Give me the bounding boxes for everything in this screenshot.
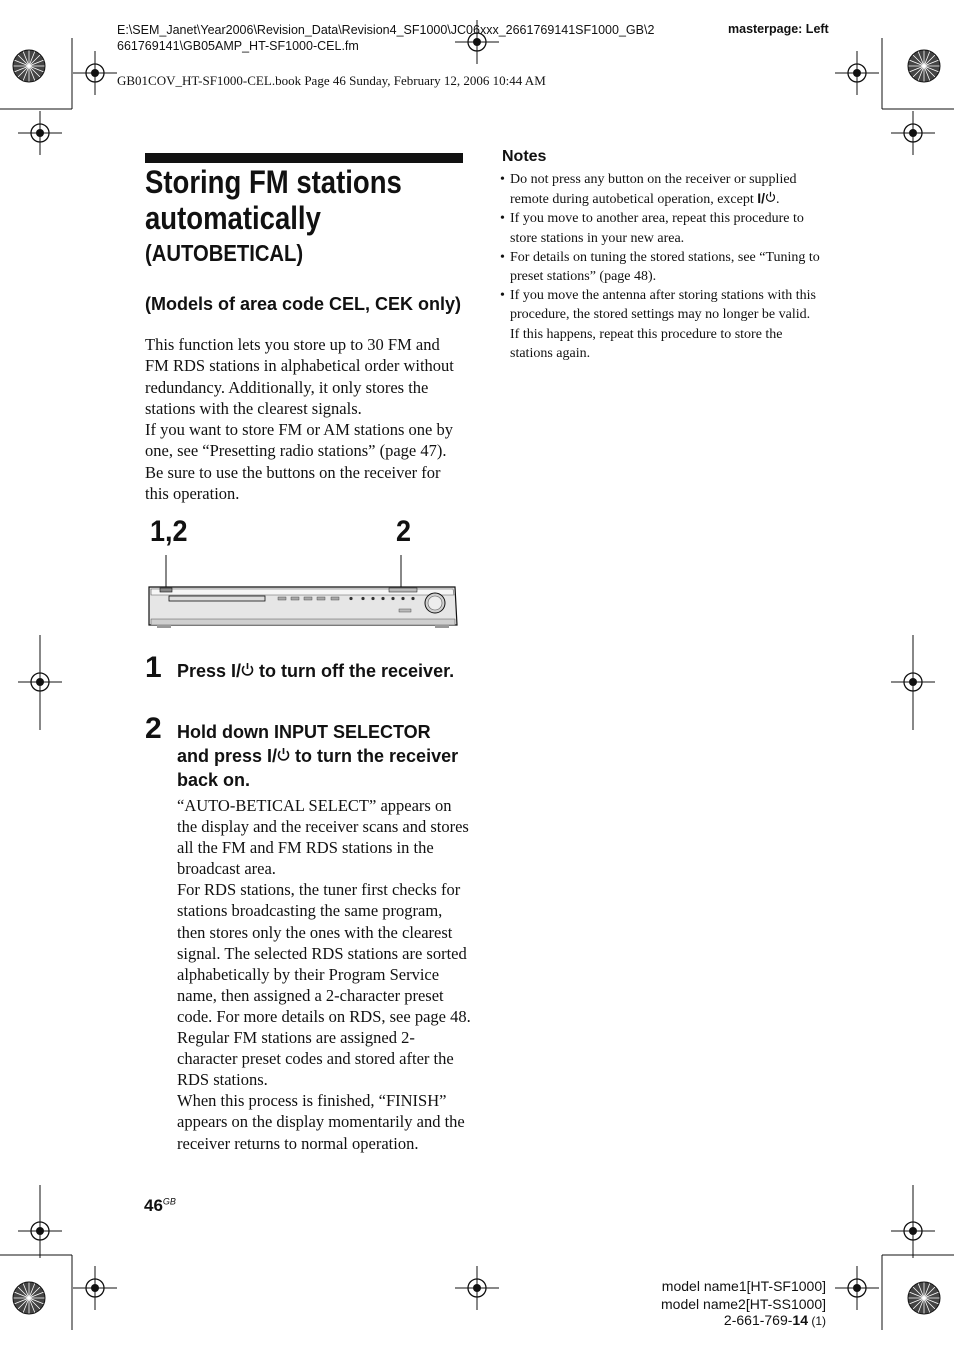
crosshair-icon — [891, 111, 935, 155]
crosshair-icon — [891, 1209, 935, 1253]
document-code-bold: 14 — [792, 1312, 808, 1328]
page-number-suffix: GB — [162, 1196, 176, 1207]
callout-label-right: 2 — [396, 515, 412, 548]
registration-mark-icon — [13, 50, 45, 82]
step-text-part: Press I/ — [177, 661, 242, 681]
power-symbol-icon — [277, 747, 290, 762]
registration-mark-icon — [13, 1282, 45, 1314]
note-item: • If you move to another area, repeat this procedure to store stations in your new area. — [502, 209, 822, 247]
step-body-paragraph: Regular FM stations are assigned 2-character preset codes and stored after the RDS stations. — [177, 1028, 454, 1090]
note-item: • If you move the antenna after storing stations with this procedure, the stored settings may no longer be valid. If this happens, repeat this procedure to store the stations again. — [502, 286, 822, 363]
step-body-paragraph: When this process is finished, “FINISH” appears on the display momentarily and the receiver returns to normal operation. — [177, 1091, 465, 1153]
crosshair-icon — [835, 51, 879, 95]
intro-paragraph: If you want to store FM or AM stations one by one, see “Presetting radio stations” (page 47). — [145, 420, 453, 461]
crosshair-icon — [18, 111, 62, 155]
step-1-text — [177, 659, 467, 683]
step-text-part: Hold down INPUT SELECTOR and press I/ — [177, 722, 431, 766]
masterpage-label: masterpage: Left — [728, 22, 829, 36]
note-item — [502, 170, 822, 209]
step-number: 2 — [145, 712, 162, 745]
file-path-line-1: E:\SEM_Janet\Year2006\Revision_Data\Revision4_SF1000\JC06xxx_2661769141SF1000_GB\2 — [117, 23, 655, 37]
power-symbol-icon — [765, 191, 776, 203]
step-body-paragraph: “AUTO-BETICAL SELECT” appears on the display and the receiver scans and stores all the FM and FM RDS stations in the broadcast area. — [177, 796, 469, 879]
crosshair-icon — [891, 660, 935, 704]
step-2-text — [177, 720, 467, 792]
step-body-paragraph: For RDS stations, the tuner first checks for stations broadcasting the same program, then stores only the ones with the clearest signal. The selected RDS stations are sorted alphabetically by their Program Service name, then assigned a 2-character preset code. For more details on RDS, see page 48. — [177, 880, 471, 1026]
document-code — [724, 1312, 826, 1328]
page-title — [145, 164, 429, 236]
document-code-suffix: (1) — [808, 1314, 826, 1328]
step-2-body — [177, 795, 472, 1154]
note-text: Do not press any button on the receiver or supplied remote during autobetical operation, except — [510, 172, 797, 208]
file-path — [117, 22, 717, 54]
crosshair-icon — [455, 1266, 499, 1310]
file-path-line-2: 661769141\GB05AMP_HT-SF1000-CEL.fm — [117, 39, 359, 53]
power-symbol-icon — [241, 662, 254, 677]
intro-text — [145, 334, 467, 504]
crosshair-icon — [18, 1209, 62, 1253]
intro-paragraph: Be sure to use the buttons on the receiver for this operation. — [145, 462, 441, 504]
step-text-part: to turn off the receiver. — [254, 661, 455, 681]
page-title-line-1: Storing FM stations — [145, 164, 402, 200]
note-item: • For details on tuning the stored stations, see “Tuning to preset stations” (page 48). — [502, 248, 822, 286]
title-rule — [145, 153, 463, 163]
receiver-illustration — [145, 553, 465, 633]
page-number-value: 46 — [144, 1196, 163, 1215]
model-name-1: model name1[HT-SF1000] — [661, 1278, 826, 1294]
model-name-2: model name2[HT-SS1000] — [661, 1296, 826, 1312]
models-heading: (Models of area code CEL, CEK only) — [145, 294, 462, 314]
crosshair-icon — [835, 1266, 879, 1310]
crosshair-icon — [73, 1266, 117, 1310]
step-text-part: to turn the receiver back on. — [177, 746, 459, 790]
callout-label-left: 1,2 — [150, 515, 188, 548]
notes-list — [502, 170, 822, 363]
power-key-label: I/ — [757, 190, 766, 207]
registration-mark-icon — [908, 1282, 940, 1314]
crosshair-icon — [18, 660, 62, 704]
page-title-line-2: automatically — [145, 200, 321, 236]
page-subtitle: (AUTOBETICAL) — [145, 240, 304, 266]
registration-mark-icon — [908, 50, 940, 82]
book-info-line: GB01COV_HT-SF1000-CEL.book Page 46 Sunday, February 12, 2006 10:44 AM — [117, 73, 546, 88]
page-number — [144, 1196, 176, 1216]
note-text: . — [776, 192, 780, 208]
crosshair-icon — [73, 51, 117, 95]
document-code-prefix: 2-661-769- — [723, 1312, 793, 1328]
intro-paragraph: This function lets you store up to 30 FM and FM RDS stations in alphabetical order without redundancy. Additionally, it only stores the stations with the clearest signals. — [145, 335, 454, 418]
notes-heading: Notes — [502, 148, 547, 165]
step-number: 1 — [145, 651, 162, 684]
